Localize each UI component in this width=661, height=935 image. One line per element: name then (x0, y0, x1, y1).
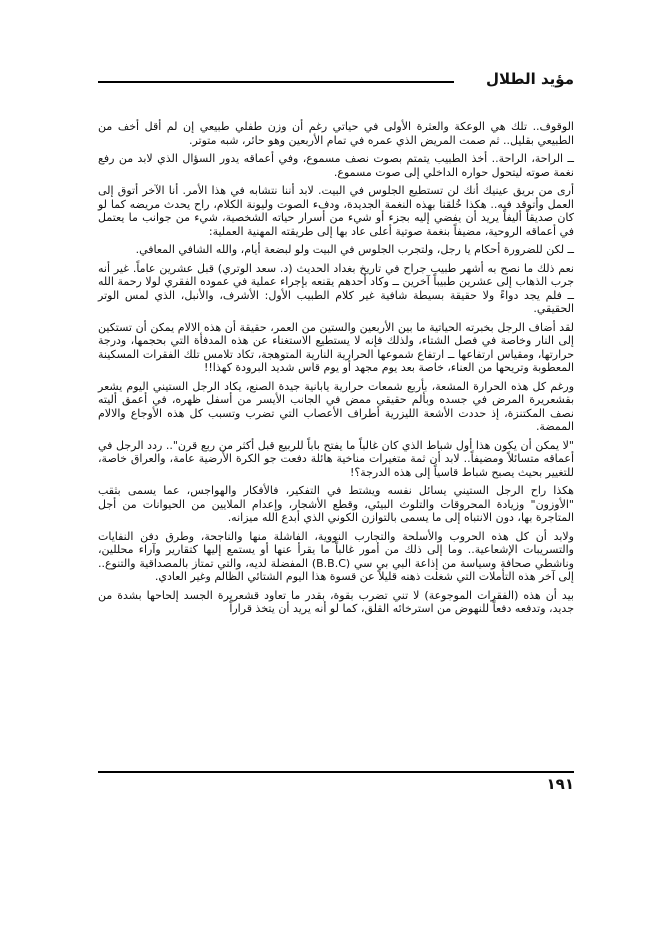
paragraph: بيد أن هذه (الفقرات الموجوعة) لا تني تضرب بقوة، بقدر ما تعاود قشعريرة الجسد إلحاحها بشدة من جديد، وتدفعه دفعاً للنهوض من استرخائه القلق، كما لو أنه يريد أن يتخذ قراراً (98, 588, 574, 615)
paragraph: ــ الراحة، الراحة.. أخذ الطبيب يتمتم بصوت نصف مسموع، وفي أعماقه يدور السؤال الذي لابد من رفع نغمة صوته ليتحول حواره الداخلي إلى صوت مسموع. (98, 152, 574, 179)
paragraph: الوقوف.. تلك هي الوعكة والعثرة الأولى في حياتي رغم أن وزن طفلي طبيعي إن لم أقل أخف من الطبيعي بقليل.. ثم صمت المريض الذي عمره في تمام الأربعين وهو حائر، شبه متوتر. (98, 120, 574, 147)
body-text (98, 120, 574, 621)
paragraph: نعم ذلك ما نصح به أشهر طبيب جراح في تاريخ بغداد الحديث (د. سعد الوتري) قبل عشرين عاماً. غير أنه جرب الذهاب إلى عشرين طبيباً آخرين ــ وكاد أحدهم يقنعه بإجراء عملية في عموده الفقري لولا رحمة الله ــ فلم يجد دواءً ولا حقيقة بسيطة شافية غير كلام الطبيب الأول: الأشرف، والأنبل، الذي لمس الوتر الحقيقي. (98, 261, 574, 315)
paragraph: ــ لكن للضرورة أحكام يا رجل، ولتجرب الجلوس في البيت ولو لبضعة أيام، والله الشافي المعافي. (135, 243, 574, 256)
paragraph: ورغم كل هذه الحرارة المشعة، بأربع شمعات حرارية يابانية جيدة الصنع، يكاد الرجل الستيني اليوم يشعر بقشعريرة المرض في جسده وبألم حقيقي ممض في الجانب الأيسر من أسفل ظهره، في أعمق أليته نصف المكتنزة، إذ حددت الأشعة الليزرية أطراف الأعصاب التي تضرب وتسبب كل هذه الأوجاع والالام الممضة. (98, 379, 574, 433)
paragraph: لقد أضاف الرجل بخبرته الحياتية ما بين الأربعين والستين من العمر، حقيقة أن هذه الالام يمكن أن تستكين إلى النار وخاصة في فصل الشتاء، ولذلك فإنه لا يستطيع الاستغناء عن هذه المدفأة التي بحجمها، ودرجة حرارتها، ومقياس ارتفاعها ــ ارتفاع شموعها الحرارية النارية المتوهجة، تكاد تلامس تلك الفقرات المسكينة المعطوبة وتريحها من العناء، خاصة بعد يوم مجهد أو يوم قاس شديد البرودة كهذا!! (98, 320, 574, 374)
footer-rule (98, 771, 574, 773)
paragraph: ولابد أن كل هذه الحروب والأسلحة والتجارب النووية، الفاشلة منها والناجحة، وطرق دفن النفايات والتسريبات الإشعاعية.. وما إلى ذلك من أمور غالباً ما يقرأ عنها أو يستمع إليها كتقارير وآراء محللين، وناشطي صحافة وسياسة من إذاعة البي بي سي (B.B.C) المفضلة لديه، والتي تمتاز بالمصداقية والتنوع.. إلى آخر هذه التأملات التي شغلت ذهنه قليلاً عن قسوة هذا اليوم الشتائي الظالم وغير العادي. (98, 529, 574, 583)
header-rule (98, 81, 454, 83)
page-number: ١٩١ (546, 775, 574, 793)
header-author-title: مؤيد الطلال (485, 70, 574, 88)
paragraph: هكذا راح الرجل الستيني يسائل نفسه ويشتط في التفكير، فالأفكار والهواجس، عما يسمى بثقب "الأوزون" وزيادة المحروقات والتلوث البيئي، وقطع الأشجار، وإعدام الملايين من الحيوانات من أجل المتاجرة بها، دون الانتباه إلى ما يسمى بالتوازن الكوني الذي أبدع الله ميزانه. (98, 484, 574, 524)
running-header (98, 68, 574, 94)
paragraph: "لا يمكن أن يكون هذا أول شباط الذي كان غالباً ما يفتح باباً للربيع قبل أكثر من ربع قرن".. ردد الرجل في أعماقه متسائلاً ومضيفاً.. لابد أن ثمة متغيرات مناخية هائلة دفعت جو الكرة الأرضية عامة، والعراق خاصة، للتغيير بحيث يصبح شباط قاسياً إلى هذه الدرجة؟! (98, 438, 574, 479)
paragraph: أرى من بريق عينيك أنك لن تستطيع الجلوس في البيت. لابد أننا نتشابه في هذا الأمر. أنا الآخر أتوق إلى العمل وأتوقد فيه.. هكذا خُلقنا بهذه النغمة الجديدة، ودفء الصوت وليونة الكلام، راح يحدث مريضه كما لو كان صديقاً أليفاً يريد أن يفضي إليه بجزء أو شيء من أسرار حياته الشخصية، شيء من جوانب ما يعتمل في أعماقه الروحية، مضيفاً بنغمة صوتية أعلى عاد بها إلى طريقته المهنية العملية: (98, 184, 574, 238)
